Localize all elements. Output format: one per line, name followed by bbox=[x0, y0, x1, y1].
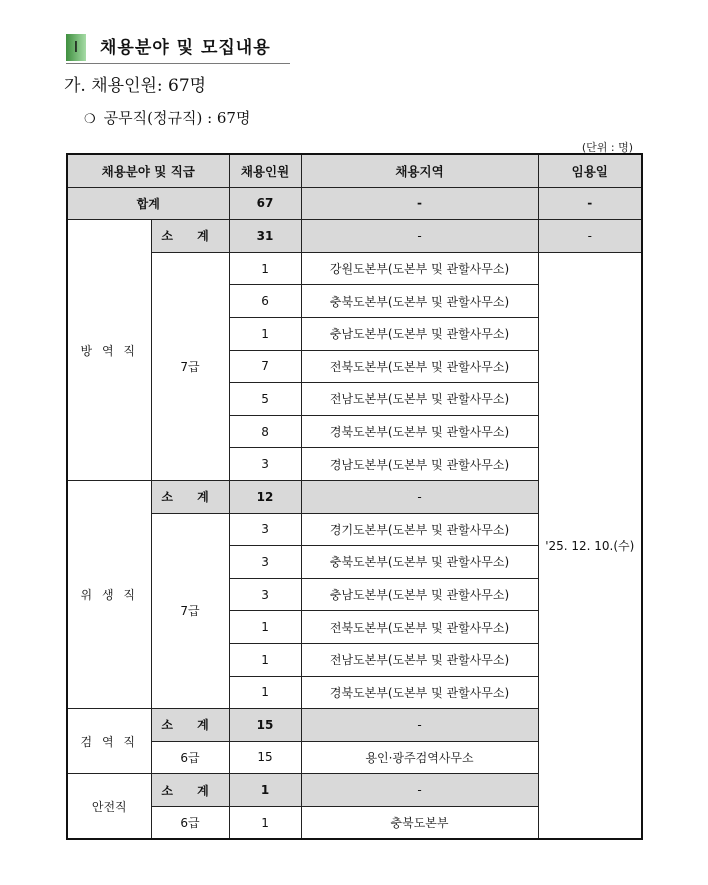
region-cell: 경북도본부(도본부 및 관할사무소) bbox=[301, 676, 538, 709]
subtotal-count: 15 bbox=[229, 709, 301, 742]
total-count: 67 bbox=[229, 187, 301, 220]
header-region: 채용지역 bbox=[301, 154, 538, 187]
region-cell: 충남도본부(도본부 및 관할사무소) bbox=[301, 317, 538, 350]
region-cell: 전남도본부(도본부 및 관할사무소) bbox=[301, 643, 538, 676]
total-row bbox=[67, 187, 642, 220]
category-cell: 방 역 직 bbox=[67, 220, 151, 481]
subtotal-label: 소 계 bbox=[151, 480, 229, 513]
region-cell: 전남도본부(도본부 및 관할사무소) bbox=[301, 383, 538, 416]
unit-note: (단위 : 명) bbox=[581, 141, 633, 154]
count-cell: 1 bbox=[229, 643, 301, 676]
total-date: - bbox=[538, 187, 642, 220]
subtotal-region: - bbox=[301, 480, 538, 513]
hollow-circle-icon: ❍ bbox=[84, 112, 96, 127]
region-cell: 전북도본부(도본부 및 관할사무소) bbox=[301, 350, 538, 383]
count-cell: 6 bbox=[229, 285, 301, 318]
count-cell: 3 bbox=[229, 513, 301, 546]
subtotal-region: - bbox=[301, 709, 538, 742]
table-header-row bbox=[67, 154, 642, 187]
subtotal-label: 소 계 bbox=[151, 709, 229, 742]
region-cell: 충북도본부(도본부 및 관할사무소) bbox=[301, 546, 538, 579]
bullet-text: 공무직(정규직) : 67명 bbox=[103, 109, 251, 127]
count-cell: 1 bbox=[229, 611, 301, 644]
subtotal-count: 12 bbox=[229, 480, 301, 513]
region-cell: 경기도본부(도본부 및 관할사무소) bbox=[301, 513, 538, 546]
recruitment-table bbox=[66, 153, 643, 840]
appointment-date-cell: '25. 12. 10.(수) bbox=[538, 252, 642, 839]
header-count: 채용인원 bbox=[229, 154, 301, 187]
region-cell: 충북도본부(도본부 및 관할사무소) bbox=[301, 285, 538, 318]
count-cell: 3 bbox=[229, 546, 301, 579]
header-date: 임용일 bbox=[538, 154, 642, 187]
category-cell: 검 역 직 bbox=[67, 709, 151, 774]
region-cell: 전북도본부(도본부 및 관할사무소) bbox=[301, 611, 538, 644]
count-cell: 7 bbox=[229, 350, 301, 383]
table-row bbox=[67, 220, 642, 253]
subtotal-count: 1 bbox=[229, 774, 301, 807]
subtotal-date: - bbox=[538, 220, 642, 253]
category-cell: 위 생 직 bbox=[67, 480, 151, 708]
region-cell: 용인·광주검역사무소 bbox=[301, 741, 538, 774]
section-title: 채용분야 및 모집내용 bbox=[100, 38, 271, 58]
subtotal-region: - bbox=[301, 220, 538, 253]
count-cell: 15 bbox=[229, 741, 301, 774]
grade-cell: 7급 bbox=[151, 513, 229, 709]
total-region: - bbox=[301, 187, 538, 220]
count-cell: 5 bbox=[229, 383, 301, 416]
grade-cell: 6급 bbox=[151, 741, 229, 774]
subtotal-region: - bbox=[301, 774, 538, 807]
grade-cell: 6급 bbox=[151, 806, 229, 839]
recruitment-count-subtitle: 가. 채용인원: 67명 bbox=[64, 76, 207, 96]
count-cell: 1 bbox=[229, 317, 301, 350]
count-cell: 1 bbox=[229, 252, 301, 285]
region-cell: 강원도본부(도본부 및 관할사무소) bbox=[301, 252, 538, 285]
count-cell: 3 bbox=[229, 448, 301, 481]
count-cell: 1 bbox=[229, 676, 301, 709]
count-cell: 8 bbox=[229, 415, 301, 448]
region-cell: 경남도본부(도본부 및 관할사무소) bbox=[301, 448, 538, 481]
grade-cell: 7급 bbox=[151, 252, 229, 480]
count-cell: 1 bbox=[229, 806, 301, 839]
section-heading bbox=[66, 33, 290, 64]
subtotal-label: 소 계 bbox=[151, 220, 229, 253]
category-cell: 안전직 bbox=[67, 774, 151, 840]
count-cell: 3 bbox=[229, 578, 301, 611]
subtotal-count: 31 bbox=[229, 220, 301, 253]
header-field-grade: 채용분야 및 직급 bbox=[67, 154, 229, 187]
region-cell: 충북도본부 bbox=[301, 806, 538, 839]
subtotal-label: 소 계 bbox=[151, 774, 229, 807]
table-row bbox=[67, 252, 642, 285]
total-label: 합계 bbox=[67, 187, 229, 220]
region-cell: 경북도본부(도본부 및 관할사무소) bbox=[301, 415, 538, 448]
region-cell: 충남도본부(도본부 및 관할사무소) bbox=[301, 578, 538, 611]
section-number-badge: Ⅰ bbox=[66, 34, 86, 61]
bullet-line bbox=[84, 106, 250, 132]
